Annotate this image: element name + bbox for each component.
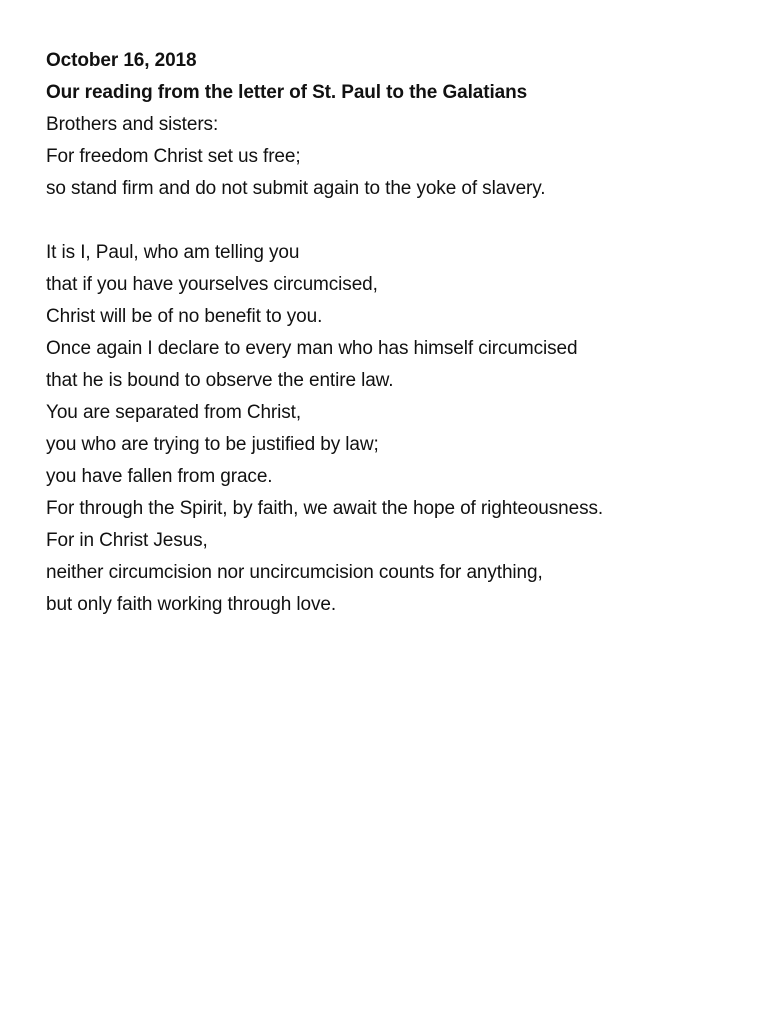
text-line: you who are trying to be justified by law; — [46, 434, 379, 455]
text-line: Brothers and sisters: — [46, 114, 219, 135]
text-line: you have fallen from grace. — [46, 466, 273, 487]
reading-heading: Our reading from the letter of St. Paul to the Galatians — [46, 82, 528, 103]
stanza-1 — [46, 109, 746, 205]
stanza-2 — [46, 237, 746, 621]
text-line: For in Christ Jesus, — [46, 530, 208, 551]
text-line: that he is bound to observe the entire law. — [46, 370, 394, 391]
text-line: Christ will be of no benefit to you. — [46, 306, 323, 327]
text-line: You are separated from Christ, — [46, 402, 302, 423]
text-line: For through the Spirit, by faith, we await the hope of righteousness. — [46, 498, 604, 519]
text-line: Once again I declare to every man who has himself circumcised — [46, 338, 578, 359]
document-page — [46, 45, 746, 621]
text-line: It is I, Paul, who am telling you — [46, 242, 300, 263]
text-line: that if you have yourselves circumcised, — [46, 274, 378, 295]
text-line: neither circumcision nor uncircumcision counts for anything, — [46, 562, 543, 583]
stanza-gap — [46, 205, 746, 237]
text-line: but only faith working through love. — [46, 594, 337, 615]
reading-date: October 16, 2018 — [46, 50, 197, 71]
text-line: so stand firm and do not submit again to the yoke of slavery. — [46, 178, 546, 199]
text-line: For freedom Christ set us free; — [46, 146, 301, 167]
